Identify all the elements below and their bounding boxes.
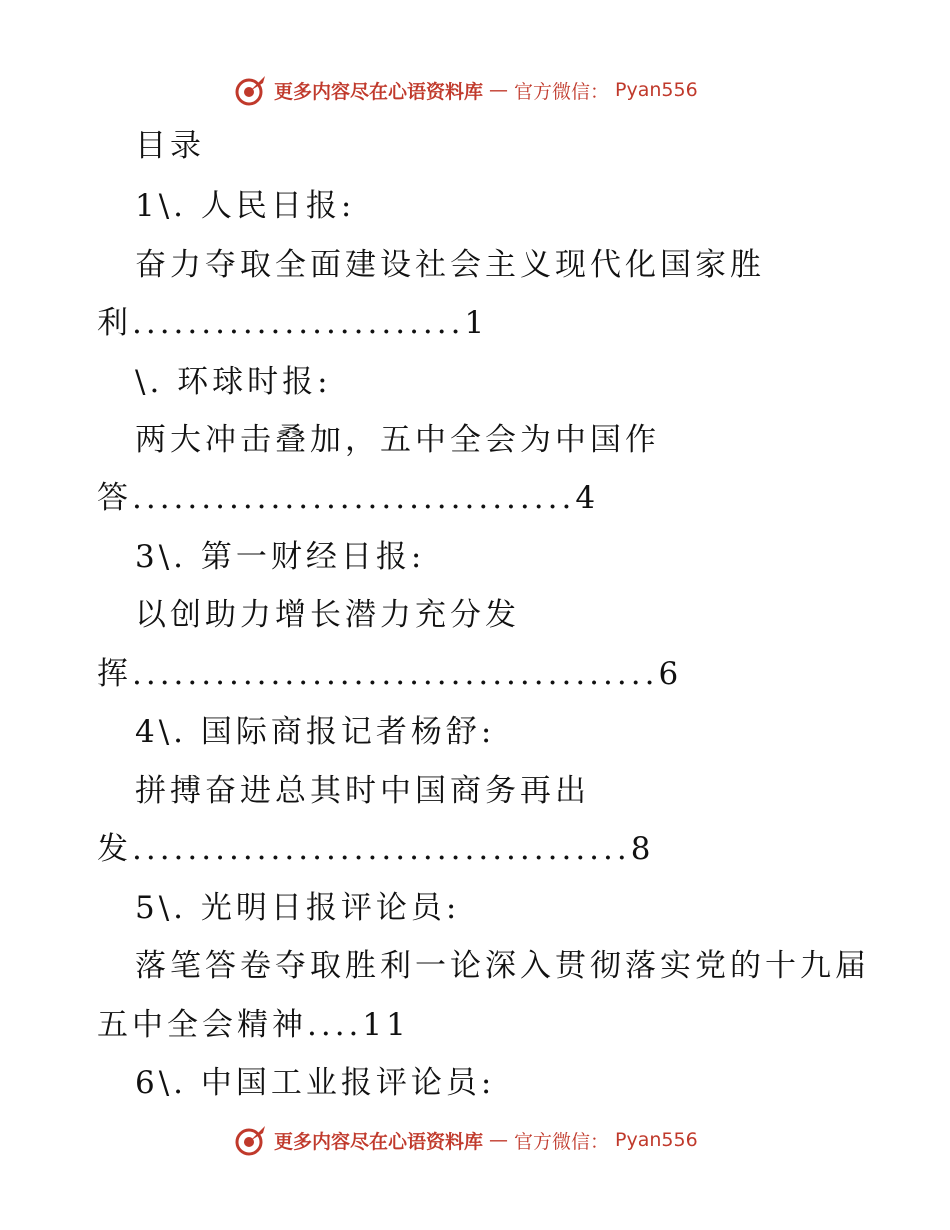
toc-line: 挥......................................6 bbox=[97, 656, 683, 692]
watermark-official-label: 官方微信： bbox=[514, 1130, 610, 1153]
toc-line: 5\. 光明日报评论员: bbox=[135, 890, 461, 926]
quill-logo-icon bbox=[234, 1123, 268, 1157]
watermark-account: Pyan556 bbox=[615, 79, 698, 101]
watermark-brand: 更多内容尽在心语资料库 bbox=[274, 80, 484, 103]
toc-line: \. 环球时报: bbox=[135, 364, 332, 400]
watermark-account: Pyan556 bbox=[615, 1129, 698, 1151]
toc-line: 利........................1 bbox=[97, 305, 489, 341]
toc-line: 1\. 人民日报: bbox=[135, 188, 356, 224]
watermark-official-label: 官方微信： bbox=[514, 80, 610, 103]
toc-line: 发....................................8 bbox=[97, 831, 655, 867]
watermark-header bbox=[234, 72, 698, 108]
toc-line: 4\. 国际商报记者杨舒: bbox=[135, 714, 496, 750]
toc-line: 6\. 中国工业报评论员: bbox=[135, 1065, 496, 1101]
toc-line: 五中全会精神....11 bbox=[97, 1007, 410, 1043]
toc-line: 答................................4 bbox=[97, 480, 600, 516]
toc-line: 两大冲击叠加，五中全会为中国作 bbox=[135, 422, 660, 458]
watermark-footer bbox=[234, 1122, 698, 1158]
watermark-brand: 更多内容尽在心语资料库 bbox=[274, 1130, 484, 1153]
watermark-dash: — bbox=[489, 1129, 509, 1151]
toc-title: 目录 bbox=[135, 128, 205, 164]
toc-line: 3\. 第一财经日报: bbox=[135, 539, 426, 575]
toc-line: 落笔答卷夺取胜利一论深入贯彻落实党的十九届 bbox=[135, 948, 870, 984]
toc-line: 拼搏奋进总其时中国商务再出 bbox=[135, 773, 590, 809]
toc-line: 以创助力增长潜力充分发 bbox=[135, 597, 520, 633]
quill-logo-icon bbox=[234, 73, 268, 107]
toc-line: 奋力夺取全面建设社会主义现代化国家胜 bbox=[135, 247, 765, 283]
watermark-dash: — bbox=[489, 79, 509, 101]
